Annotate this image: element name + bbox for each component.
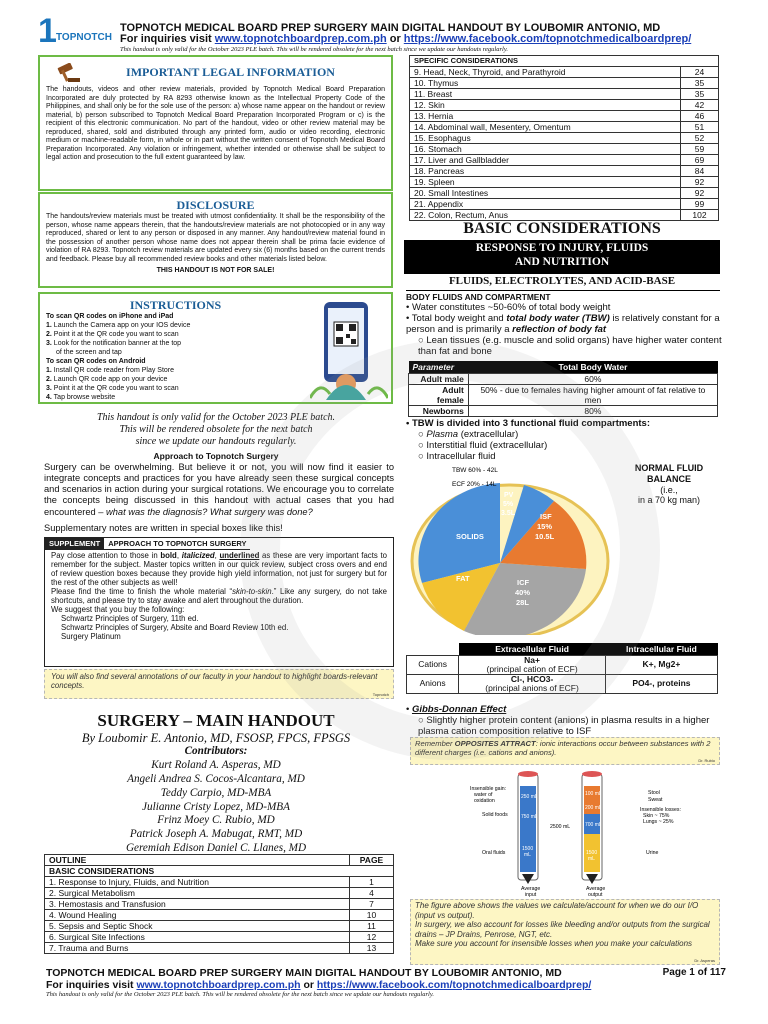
table-row: 2. Surgical Metabolism 4 [45, 888, 394, 899]
fluid-compartment-pie [404, 465, 624, 635]
svg-text:5%: 5% [503, 501, 514, 508]
author: By Loubomir E. Antonio, MD, FSOSP, FPCS, FPSGS [81, 731, 351, 745]
main-title: SURGERY – MAIN HANDOUT [97, 711, 335, 730]
table-row: 1. Response to Injury, Fluids, and Nutrition 1 [45, 877, 394, 888]
svg-text:oxidation: oxidation [474, 798, 495, 804]
svg-text:10.5L: 10.5L [535, 532, 555, 541]
table-row: Newborns 80% [409, 406, 718, 417]
svg-text:15%: 15% [537, 522, 553, 531]
svg-text:Stool: Stool [648, 790, 660, 796]
svg-text:Skin ~ 75%: Skin ~ 75% [643, 813, 670, 819]
svg-text:200 mL: 200 mL [585, 805, 602, 811]
svg-text:water of: water of [474, 792, 493, 798]
svg-text:Lungs ~ 25%: Lungs ~ 25% [643, 819, 674, 825]
tbw-label: TBW 60% - 42L [452, 467, 498, 474]
validity-note: This handout is only valid for the October 2023 PLE batch. This will be rendered obsolete for the next batch since we update our handouts regularly. [96, 412, 336, 447]
table-row: 21. Appendix 99 [410, 198, 719, 209]
instructions-box [38, 292, 393, 404]
fat-label: FAT [456, 574, 470, 583]
disclosure-text: The handouts/review materials must be treated with utmost confidentiality. It shall be the responsibility of the person, whose name appears therein, that the handouts/review materials are not photocopied or in any way reproduced, shared or lent to any person or disposed in any manner. Any handout/review material found in the possession of another person whose name does not appear therein shall be prima facie evidence of violation of RA 8293. Topnotch review materials are updated every six (6) months based on the current trends and feedback. Please buy all recommended review books and other materials listed below. [46, 213, 385, 263]
svg-text:Sweat: Sweat [648, 797, 663, 803]
svg-text:3.5L: 3.5L [501, 510, 516, 517]
svg-text:Urine: Urine [646, 850, 659, 856]
solids-label: SOLIDS [456, 532, 484, 541]
page-footer: TOPNOTCH MEDICAL BOARD PREP SURGERY MAIN DIGITAL HANDOUT BY LOUBOMIR ANTONIO, MD Page 1 of 117 For inquiries visit www.topnotchboardprep.com.ph or https://www.facebook.com/topnotchmedicalboardprep/ This handout is only valid for the October 2023 PLE batch. This will be rendered obsolete for the next batch since we update our handouts regularly. [46, 967, 726, 998]
table-row: 17. Liver and Gallbladder 69 [410, 154, 719, 165]
ecf-label: ECF 20% - 14L [452, 481, 497, 488]
table-row: 11. Breast 35 [410, 88, 719, 99]
svg-text:28L: 28L [516, 598, 529, 607]
annotation-note: You will also find several annotations of our faculty in your handout to highlight boards-relevant concepts. Topnotch [44, 669, 394, 699]
svg-text:2500 mL: 2500 mL [550, 824, 571, 830]
svg-text:1500: 1500 [586, 850, 598, 856]
svg-text:Average: Average [521, 886, 541, 892]
isf-label: ISF [540, 512, 552, 521]
table-row: 22. Colon, Rectum, Anus 102 [410, 209, 719, 220]
body-fluids-bullets: • Water constitutes ~50-60% of total body weight • Total body weight and total body water (TBW) is relatively constant for a person and is primarily a reflection of body fat ○ Lean tissues (e.g. muscle and solid organs) have higher water content than fat and bone [406, 302, 722, 358]
table-row: 5. Sepsis and Septic Shock 11 [45, 921, 394, 932]
table-row: 20. Small Intestines 92 [410, 187, 719, 198]
normal-fluid-balance-label: NORMAL FLUID BALANCE (i.e., in a 70 kg man) [634, 463, 704, 506]
legal-title: IMPORTANT LEGAL INFORMATION [126, 65, 335, 79]
table-row: 10. Thymus 35 [410, 77, 719, 88]
instructions-title: INSTRUCTIONS [129, 298, 222, 312]
footer-website-link[interactable]: www.topnotchboardprep.com.ph [136, 979, 301, 991]
table-row: Adult female 50% - due to females having higher amount of fat relative to men [409, 385, 718, 406]
fluid-ion-table: Extracellular Fluid Intracellular Fluid Cations Na+ (principal cation of ECF) K+, Mg2+ Anions Cl-, HCO3- (principal anions of ECF) PO4-, proteins [406, 643, 718, 694]
table-row: 14. Abdominal wall, Mesentery, Omentum 51 [410, 121, 719, 132]
supplementary-note: Supplementary notes are written in special boxes like this! [44, 523, 283, 533]
disclosure-box [38, 192, 393, 288]
io-note: The figure above shows the values we calculate/account for when we do our I/O (input vs output). In surgery, we also account for losses like bleeding and/or outputs from the surgical drains – JP Drains, Penrose, NGT, etc. Make sure you account for insensible losses when you make your calculations Dr. Asperas [410, 899, 720, 965]
fluid-io-diagram [410, 770, 720, 898]
facebook-link[interactable]: https://www.facebook.com/topnotchmedicalboardprep/ [403, 33, 692, 45]
table-row: 3. Hemostasis and Transfusion 7 [45, 899, 394, 910]
page-header [0, 0, 768, 58]
table-row: 16. Stomach 59 [410, 143, 719, 154]
header-title: TOPNOTCH MEDICAL BOARD PREP SURGERY MAIN DIGITAL HANDOUT BY LOUBOMIR ANTONIO, MD [120, 22, 661, 34]
header-validity: This handout is only valid for the October 2023 PLE batch. This will be rendered obsolete for the next batch since we update our handouts regularly. [120, 46, 508, 53]
icf-label: ICF [517, 578, 530, 587]
tbw-table: Parameter Total Body Water Adult male 60% Adult female 50% - due to females having higher amount of fat relative to men Newborns 80% [408, 361, 718, 417]
supplement-title: APPROACH TO TOPNOTCH SURGERY [104, 538, 250, 550]
table-row: Cations Na+ (principal cation of ECF) K+, Mg2+ [407, 656, 718, 675]
svg-text:input: input [525, 892, 537, 898]
table-row: 9. Head, Neck, Thyroid, and Parathyroid 24 [410, 66, 719, 77]
svg-text:100 mL: 100 mL [585, 791, 602, 797]
supplement-tag: SUPPLEMENT [45, 538, 104, 550]
phone-qr-illustration [310, 300, 388, 400]
svg-text:750 mL: 750 mL [521, 814, 538, 820]
svg-text:mL: mL [524, 852, 531, 858]
specific-considerations-table: SPECIFIC CONSIDERATIONS 9. Head, Neck, Thyroid, and Parathyroid 24 10. Thymus 35 11. Breast 35 12. Skin 42 13. Hernia 46 14. Abdominal wall, Mesentery, Omentum 51 15. Esophagus 52 16. Stomach 59 17. Liver and Gallbladder 69 18. Pancreas 84 19. Spleen 92 20. Small Intestines 92 21. Appendix 99 22. Colon, Rectum, Anus 102 [409, 55, 719, 221]
table-row: 12. Skin 42 [410, 99, 719, 110]
table-row: 13. Hernia 46 [410, 110, 719, 121]
svg-text:Solid foods: Solid foods [482, 812, 508, 818]
table-row: 18. Pancreas 84 [410, 165, 719, 176]
svg-text:output: output [588, 892, 603, 898]
header-inquiries: For inquiries visit www.topnotchboardprep.com.ph or https://www.facebook.com/topnotchmedicalboardprep/ [120, 33, 692, 45]
supplement-box [44, 537, 394, 667]
legal-info-box [38, 55, 393, 191]
svg-text:Oral fluids: Oral fluids [482, 850, 506, 856]
table-row: 7. Trauma and Burns 13 [45, 943, 394, 954]
remember-note: Remember OPPOSITES ATTRACT: ionic interactions occur between substances with 2 different charges (i.e. cations and anions). Dr. Rubio [410, 737, 720, 765]
table-row: 19. Spleen 92 [410, 176, 719, 187]
footer-facebook-link[interactable]: https://www.facebook.com/topnotchmedicalboardprep/ [316, 979, 592, 991]
approach-title: Approach to Topnotch Surgery [153, 451, 279, 461]
gavel-icon [54, 63, 82, 83]
legal-text: The handouts, videos and other review materials, provided by Topnotch Medical Board Preparation Incorporated are duly protected by RA 8293 otherwise known as the Intellectual Property Code of the Philippines, and shall only be for the sole use of the person: a) whose name appear on the handout or review material, b) person subscribed to Topnotch Medical Board Preparation Incorporated Program or c) is the recipient of this electronic communication. No part of the handout, video or other review material may be reproduced, shared, sold and distributed through any printed form, audio or video recording, electronic medium or machine-readable form, in whole or in part without the written consent of Topnotch Medical Board Preparation Incorporated. Any violation or infringement, whether intended or otherwise shall be subject to legal action and prosecution to the full extent guaranteed by law. [46, 86, 385, 162]
svg-text:700 mL: 700 mL [585, 822, 602, 828]
table-row: Adult male 60% [409, 374, 718, 385]
section-title: BASIC CONSIDERATIONS [463, 220, 661, 237]
svg-text:40%: 40% [515, 588, 531, 597]
body-fluids-heading: BODY FLUIDS AND COMPARTMENT [406, 290, 720, 302]
not-for-sale: THIS HANDOUT IS NOT FOR SALE! [156, 267, 275, 275]
topnotch-logo: 1 TOPNOTCH [38, 12, 112, 50]
table-row: 6. Surgical Site Infections 12 [45, 932, 394, 943]
svg-text:Average: Average [586, 886, 606, 892]
chapter-bar: RESPONSE TO INJURY, FLUIDS AND NUTRITION [404, 240, 720, 274]
table-row: 4. Wound Healing 10 [45, 910, 394, 921]
outline-table: OUTLINE PAGE BASIC CONSIDERATIONS 1. Response to Injury, Fluids, and Nutrition 1 2. Surgical Metabolism 4 3. Hemostasis and Transfusion 7 4. Wound Healing 10 5. Sepsis and Septic Shock 11 6. Surgical Site Infections 12 7. Trauma and Burns 13 [44, 854, 394, 954]
svg-text:mL: mL [588, 856, 595, 862]
svg-text:1500: 1500 [522, 846, 534, 852]
svg-text:Insensible losses:: Insensible losses: [640, 807, 681, 813]
svg-text:Insensible gain:: Insensible gain: [470, 786, 507, 792]
page-number: Page 1 of 117 [662, 967, 726, 978]
svg-text:250 mL: 250 mL [521, 794, 538, 800]
subsection-title: FLUIDS, ELECTROLYTES, AND ACID-BASE [448, 275, 676, 287]
instructions-list: To scan QR codes on iPhone and iPad 1. Launch the Camera app on your IOS device 2. Point it at the QR code you want to scan 3. Look for the notification banner at the top of the screen and tap To scan QR codes on Android 1. Install QR code reader from Play Store 2. Launch QR code app on your device 3. Point it at the QR code you want to scan 4. Tap browse website [46, 313, 191, 401]
tbw-compartments: • TBW is divided into 3 functional fluid compartments: ○ Plasma (extracellular) ○ Interstitial fluid (extracellular) ○ Intracellular fluid [406, 418, 651, 463]
table-row: 15. Esophagus 52 [410, 132, 719, 143]
supplement-body: Pay close attention to those in bold, italicized, underlined as these are very important facts to remember for the subject. Master topics written in our quick review, subject cross overs and end of review question boxes because they provide high yield information, not just for surgery but for the rest of the other subjects as well! Please find the time to finish the whole material “skin-to-skin.” Like any surgery, do not take shortcuts, and please try to stay awake and alert throughout the duration. We suggest that you buy the following: Schwartz Principles of Surgery, 11th ed. Schwartz Principles of Surgery, Absite and Board Review 10th ed. Surgery Platinum [51, 551, 388, 641]
disclosure-title: DISCLOSURE [176, 198, 255, 212]
website-link[interactable]: www.topnotchboardprep.com.ph [214, 33, 387, 45]
pv-label: PV [504, 492, 514, 499]
table-row: Anions Cl-, HCO3- (principal anions of ECF) PO4-, proteins [407, 674, 718, 693]
approach-text: Surgery can be overwhelming. But believe it or not, you will now find it easier to integrate concepts and practices for you have already seen these surgical concepts and scenarios in action during your surgical rotations. We encourage you to correlate the concepts being discussed in this handout with actual cases that you had encountered – what was the diagnosis? What surgery was done? [44, 462, 394, 517]
contributors: Contributors: Kurt Roland A. Asperas, MD Angeli Andrea S. Cocos-Alcantara, MD Teddy Carpio, MD-MBA Julianne Cristy Lopez, MD-MBA Frinz Moey C. Rubio, MD Patrick Joseph A. Mabugat, RMT, MD Geremiah Edison Daniel C. Llanes, MD [125, 745, 307, 855]
gibbs-donnan: • Gibbs-Donnan Effect ○ Slightly higher protein content (anions) in plasma results in a higher plasma cation composition relative to ISF [406, 704, 710, 738]
